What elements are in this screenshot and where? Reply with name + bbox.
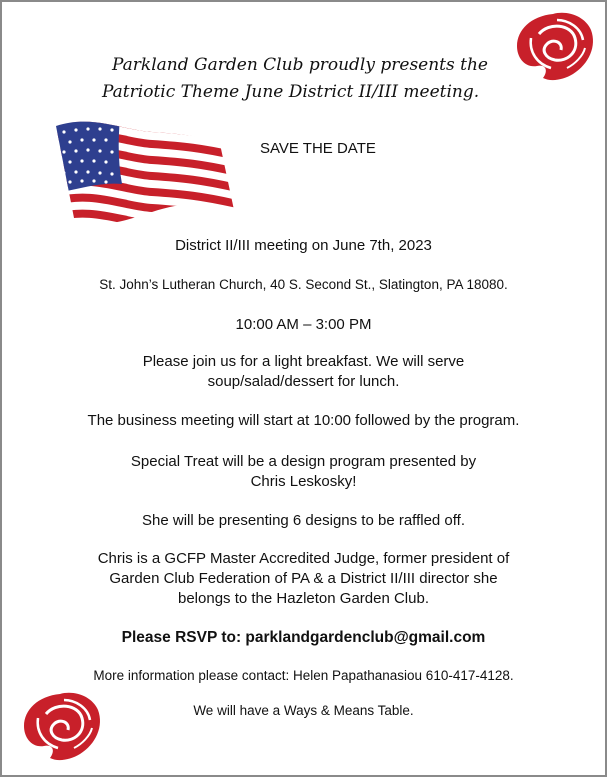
- breakfast-line-2: soup/salad/dessert for lunch.: [207, 373, 400, 390]
- meeting-date: District II/III meeting on June 7th, 2023: [175, 237, 432, 254]
- contact-info: More information please contact: Helen Papathanasiou 610-417-4128.: [93, 668, 514, 683]
- american-flag-icon: [52, 118, 237, 230]
- title-line-1: Parkland Garden Club proudly presents the: [112, 55, 488, 75]
- rsvp: Please RSVP to: parklandgardenclub@gmail.com: [121, 629, 486, 646]
- title: [102, 52, 522, 106]
- title-line-2: Patriotic Theme June District II/III meeting.: [102, 82, 480, 102]
- ways-and-means: We will have a Ways & Means Table.: [193, 703, 414, 718]
- rose-icon: [509, 8, 597, 86]
- bio-line-1: Chris is a GCFP Master Accredited Judge, former president of: [97, 550, 510, 567]
- special-treat-line-2: Chris Leskosky!: [250, 473, 357, 490]
- raffle: She will be presenting 6 designs to be raffled off.: [142, 512, 465, 529]
- breakfast-line-1: Please join us for a light breakfast. We will serve: [142, 353, 465, 370]
- bio-line-3: belongs to the Hazleton Garden Club.: [178, 590, 429, 607]
- special-treat-line-1: Special Treat will be a design program presented by: [130, 453, 477, 470]
- bio-line-2: Garden Club Federation of PA & a District II/III director she: [109, 570, 498, 587]
- business-meeting: The business meeting will start at 10:00 followed by the program.: [87, 412, 520, 429]
- save-the-date: SAVE THE DATE: [260, 140, 376, 157]
- rose-icon: [16, 688, 104, 766]
- location: St. John’s Lutheran Church, 40 S. Second St., Slatington, PA 18080.: [99, 277, 508, 292]
- meeting-time: 10:00 AM – 3:00 PM: [235, 316, 372, 333]
